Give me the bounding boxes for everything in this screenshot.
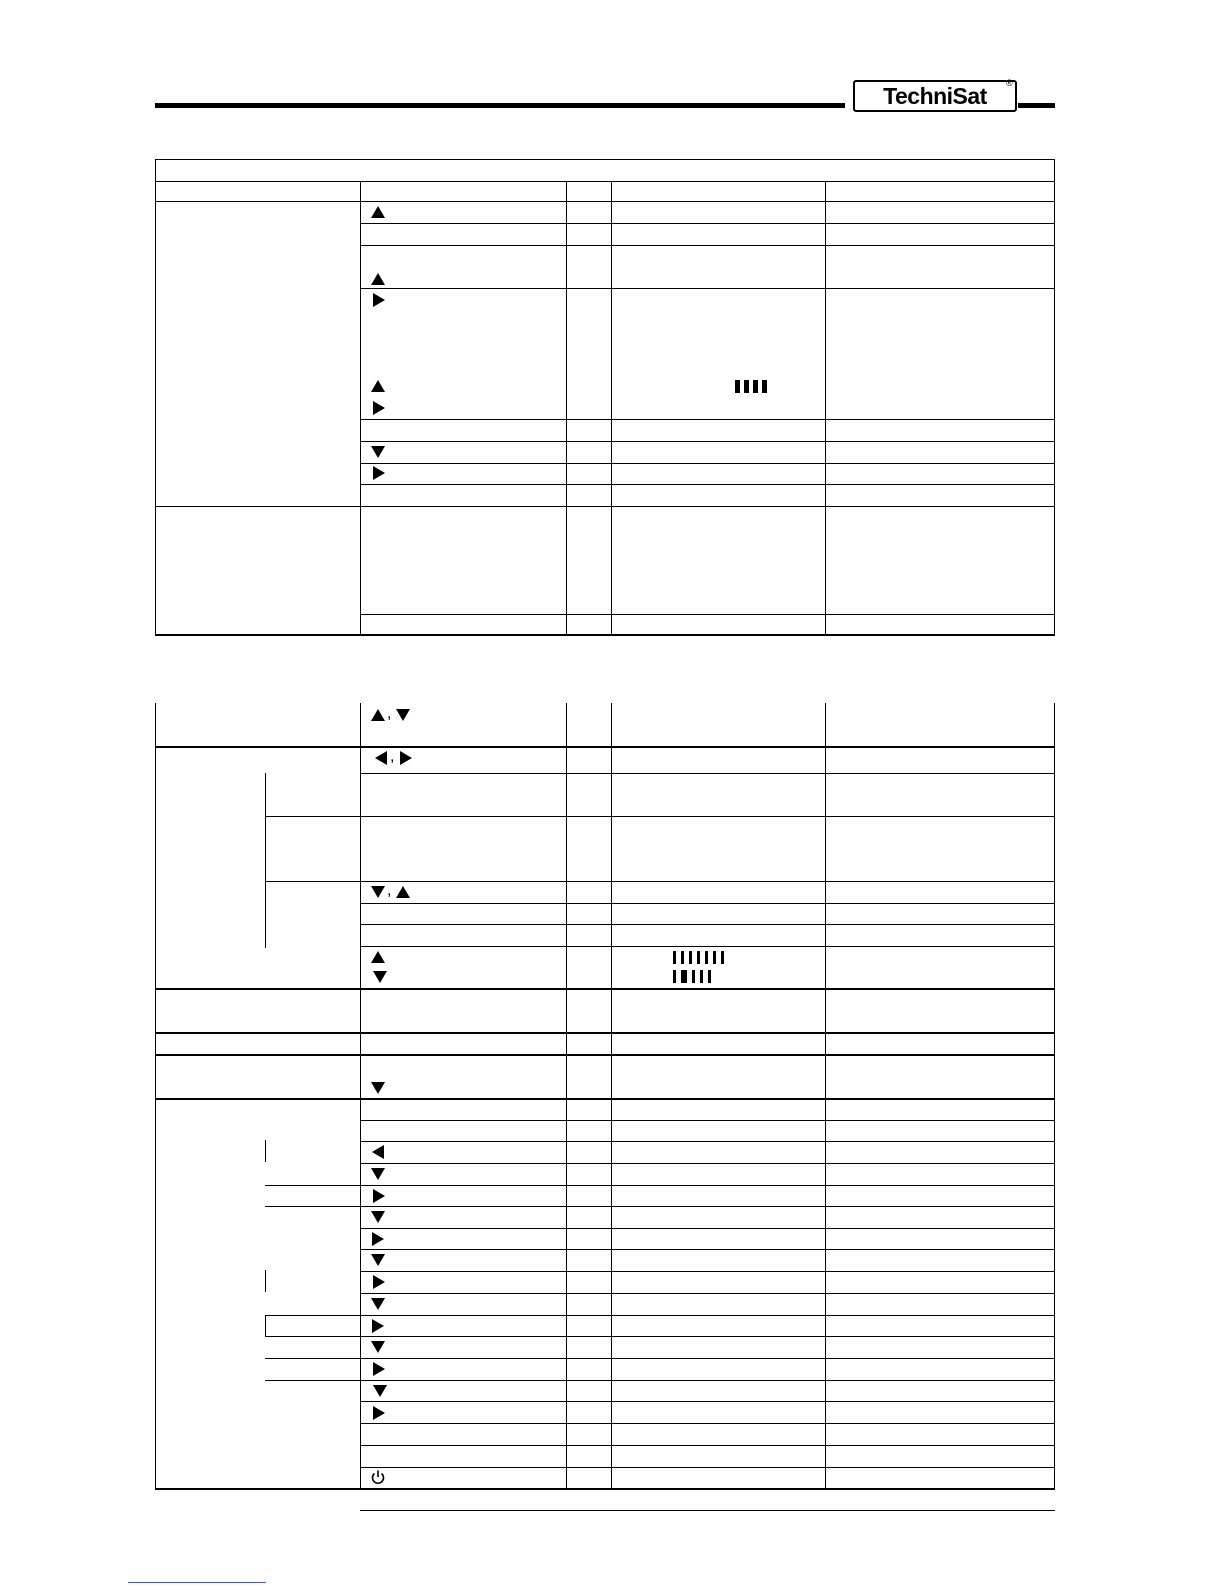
- triangle-down-icon: [370, 1296, 386, 1312]
- triangle-up-icon: [370, 204, 386, 220]
- triangle-up-icon: [370, 378, 386, 394]
- footer-link-underline[interactable]: [128, 1582, 266, 1583]
- triangle-right-icon: [371, 1361, 387, 1377]
- triangle-up-icon: [395, 884, 411, 900]
- triangle-up-icon: [370, 707, 386, 723]
- triangle-down-icon: [372, 969, 388, 985]
- triangle-down-icon: [370, 1080, 386, 1096]
- triangle-down-icon: [370, 1252, 386, 1268]
- triangle-right-icon: [371, 292, 387, 308]
- technisat-logo: TechniSat: [853, 80, 1017, 112]
- power-icon: [370, 1469, 386, 1485]
- header-rule-right: [1018, 103, 1055, 108]
- triangle-up-icon: [370, 271, 386, 287]
- triangle-right-icon: [398, 750, 414, 766]
- triangle-down-icon: [395, 707, 411, 723]
- triangle-down-icon: [370, 1339, 386, 1355]
- triangle-right-icon: [371, 1274, 387, 1290]
- triangle-down-icon: [370, 1166, 386, 1182]
- triangle-down-icon: [370, 884, 386, 900]
- triangle-right-icon: [371, 465, 387, 481]
- triangle-right-icon: [370, 1231, 386, 1247]
- header-rule-left: [155, 103, 845, 108]
- triangle-right-icon: [371, 1405, 387, 1421]
- registered-mark: ®: [1006, 78, 1013, 88]
- triangle-left-icon: [370, 1144, 386, 1160]
- triangle-up-icon: [370, 949, 386, 965]
- triangle-down-icon: [370, 444, 386, 460]
- triangle-right-icon: [371, 400, 387, 416]
- triangle-left-icon: [373, 750, 389, 766]
- footer-rule: [360, 1510, 1055, 1511]
- triangle-down-icon: [370, 1209, 386, 1225]
- triangle-down-icon: [372, 1383, 388, 1399]
- display-segments-icon: [735, 380, 767, 393]
- display-segments-icon: [673, 951, 724, 964]
- display-segments-icon: [673, 970, 711, 983]
- triangle-right-icon: [371, 1188, 387, 1204]
- triangle-right-icon: [370, 1318, 386, 1334]
